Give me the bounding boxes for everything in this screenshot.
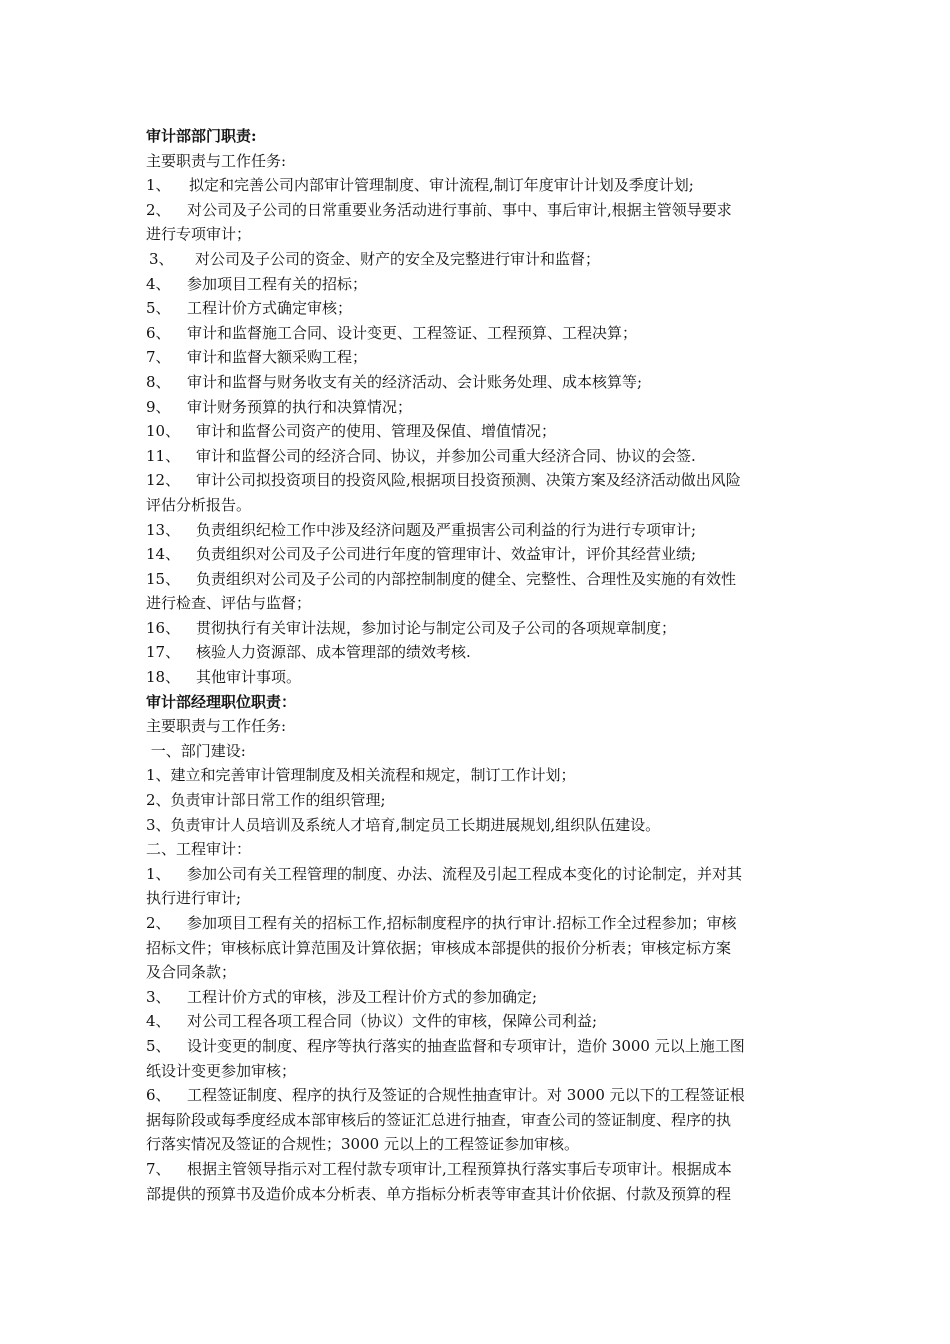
list-item-continuation: 进行专项审计；	[146, 225, 252, 244]
item-number: 13、	[146, 520, 181, 539]
item-number: 1、	[146, 176, 171, 195]
item-text: 核验人力资源部、成本管理部的绩效考核.	[196, 643, 471, 662]
item-number: 7、	[146, 1159, 171, 1178]
item-number: 18、	[146, 668, 181, 687]
item-text: 其他审计事项。	[196, 668, 302, 687]
list-item-continuation: 评估分析报告。	[146, 495, 252, 514]
list-item	[146, 468, 816, 493]
item-text: 审计和监督大额采购工程；	[187, 348, 368, 367]
list-item-continuation: 招标文件；审核标底计算范围及计算依据；审核成本部提供的报价分析表；审核定标方案	[146, 938, 732, 957]
part2-title: 二、工程审计：	[146, 840, 252, 859]
item-number: 5、	[146, 1036, 171, 1055]
list-item-continuation: 据每阶段或每季度经成本部审核后的签证汇总进行抽查，审查公司的签证制度、程序的执	[146, 1110, 732, 1129]
list-item	[146, 640, 816, 665]
list-item: 1、建立和完善审计管理制度及相关流程和规定，制订工作计划；	[146, 766, 576, 785]
list-item-continuation: 行落实情况及签证的合规性；3000 元以上的工程签证参加审核。	[146, 1135, 579, 1154]
item-text: 审计和监督公司资产的使用、管理及保值、增值情况；	[196, 422, 557, 441]
item-text: 负责组织对公司及子公司的内部控制制度的健全、完整性、合理性及实施的有效性	[196, 569, 737, 588]
item-text: 审计公司拟投资项目的投资风险,根据项目投资预测、决策方案及经济活动做出风险	[196, 471, 741, 490]
item-text: 参加项目工程有关的招标工作,招标制度程序的执行审计.招标工作全过程参加；审核	[187, 914, 737, 932]
item-number: 4、	[146, 274, 171, 293]
list-item-continuation: 进行检查、评估与监督；	[146, 594, 312, 613]
list-item	[146, 1157, 816, 1182]
item-number: 3、	[149, 249, 174, 268]
list-item	[146, 1009, 816, 1034]
list-item: 3、负责审计人员培训及系统人才培育,制定员工长期进展规划,组织队伍建设。	[146, 815, 661, 834]
item-number: 6、	[146, 323, 171, 342]
item-text: 审计和监督施工合同、设计变更、工程签证、工程预算、工程决算；	[187, 323, 638, 342]
list-item	[146, 567, 816, 592]
item-text: 工程计价方式的审核，涉及工程计价方式的参加确定;	[187, 987, 538, 1006]
list-item	[146, 444, 816, 469]
item-text: 拟定和完善公司内部审计管理制度、审计流程,制订年度审计计划及季度计划;	[189, 176, 694, 195]
section1-subtitle: 主要职责与工作任务:	[146, 151, 287, 170]
item-number: 3、	[146, 987, 171, 1006]
list-item-continuation: 执行进行审计;	[146, 889, 242, 908]
item-number: 16、	[146, 618, 181, 637]
list-item	[146, 1083, 816, 1108]
item-number: 7、	[146, 348, 171, 367]
list-item	[146, 272, 816, 297]
list-item	[146, 616, 816, 641]
list-item	[146, 985, 816, 1010]
item-text: 根据主管领导指示对工程付款专项审计,工程预算执行落实事后专项审计。根据成本	[187, 1159, 732, 1178]
item-number: 17、	[146, 643, 181, 662]
list-item	[146, 665, 816, 690]
section1-title: 审计部部门职责:	[146, 127, 257, 145]
list-item: 2、负责审计部日常工作的组织管理;	[146, 791, 386, 810]
list-item	[146, 296, 816, 321]
list-item	[146, 518, 816, 543]
section2-title: 审计部经理职位职责：	[146, 692, 297, 711]
item-text: 对公司及子公司的日常重要业务活动进行事前、事中、事后审计,根据主管领导要求	[187, 200, 732, 219]
list-item	[146, 1034, 816, 1059]
part2-list	[146, 862, 816, 1206]
list-item	[146, 395, 816, 420]
item-text: 负责组织纪检工作中涉及经济问题及严重损害公司利益的行为进行专项审计;	[196, 520, 697, 539]
list-item-continuation: 及合同条款；	[146, 963, 237, 982]
list-item	[146, 173, 816, 198]
list-item	[146, 247, 816, 272]
item-text: 审计和监督公司的经济合同、协议，并参加公司重大经济合同、协议的会签.	[196, 446, 696, 465]
item-number: 4、	[146, 1012, 171, 1031]
item-number: 10、	[146, 422, 181, 441]
list-item	[146, 911, 816, 936]
item-number: 9、	[146, 397, 171, 416]
section1-list	[146, 173, 816, 689]
item-number: 8、	[146, 372, 171, 391]
item-text: 参加项目工程有关的招标；	[187, 274, 368, 293]
item-number: 14、	[146, 545, 181, 564]
document-page	[146, 124, 816, 1206]
item-text: 负责组织对公司及子公司进行年度的管理审计、效益审计，评价其经营业绩;	[196, 545, 697, 564]
item-number: 15、	[146, 569, 181, 588]
list-item-continuation: 纸设计变更参加审核；	[146, 1061, 297, 1080]
list-item	[146, 542, 816, 567]
list-item-continuation: 部提供的预算书及造价成本分析表、单方指标分析表等审查其计价依据、付款及预算的程	[146, 1184, 732, 1203]
part1-list	[146, 763, 816, 837]
list-item	[146, 321, 816, 346]
item-number: 5、	[146, 299, 171, 318]
part1-title: 一、部门建设:	[146, 741, 246, 760]
item-number: 11、	[146, 446, 181, 465]
item-text: 工程签证制度、程序的执行及签证的合规性抽查审计。对 3000 元以下的工程签证根	[187, 1086, 745, 1105]
item-number: 2、	[146, 200, 171, 219]
item-text: 对公司及子公司的资金、财产的安全及完整进行审计和监督；	[195, 249, 601, 268]
list-item	[146, 198, 816, 223]
item-text: 审计和监督与财务收支有关的经济活动、会计账务处理、成本核算等;	[187, 372, 643, 391]
item-text: 审计财务预算的执行和决算情况；	[187, 397, 413, 416]
section2-subtitle: 主要职责与工作任务:	[146, 717, 287, 736]
item-number: 2、	[146, 914, 171, 932]
item-text: 对公司工程各项工程合同（协议）文件的审核，保障公司利益;	[187, 1012, 598, 1031]
item-text: 贯彻执行有关审计法规，参加讨论与制定公司及子公司的各项规章制度；	[196, 618, 677, 637]
item-text: 工程计价方式确定审核；	[187, 299, 353, 318]
item-number: 6、	[146, 1086, 171, 1105]
item-number: 1、	[146, 864, 171, 883]
item-text: 参加公司有关工程管理的制度、办法、流程及引起工程成本变化的讨论制定，并对其	[187, 864, 743, 883]
item-number: 12、	[146, 471, 181, 490]
list-item	[146, 370, 816, 395]
item-text: 设计变更的制度、程序等执行落实的抽查监督和专项审计，造价 3000 元以上施工图	[187, 1036, 745, 1055]
list-item	[146, 345, 816, 370]
list-item	[146, 419, 816, 444]
list-item	[146, 862, 816, 887]
